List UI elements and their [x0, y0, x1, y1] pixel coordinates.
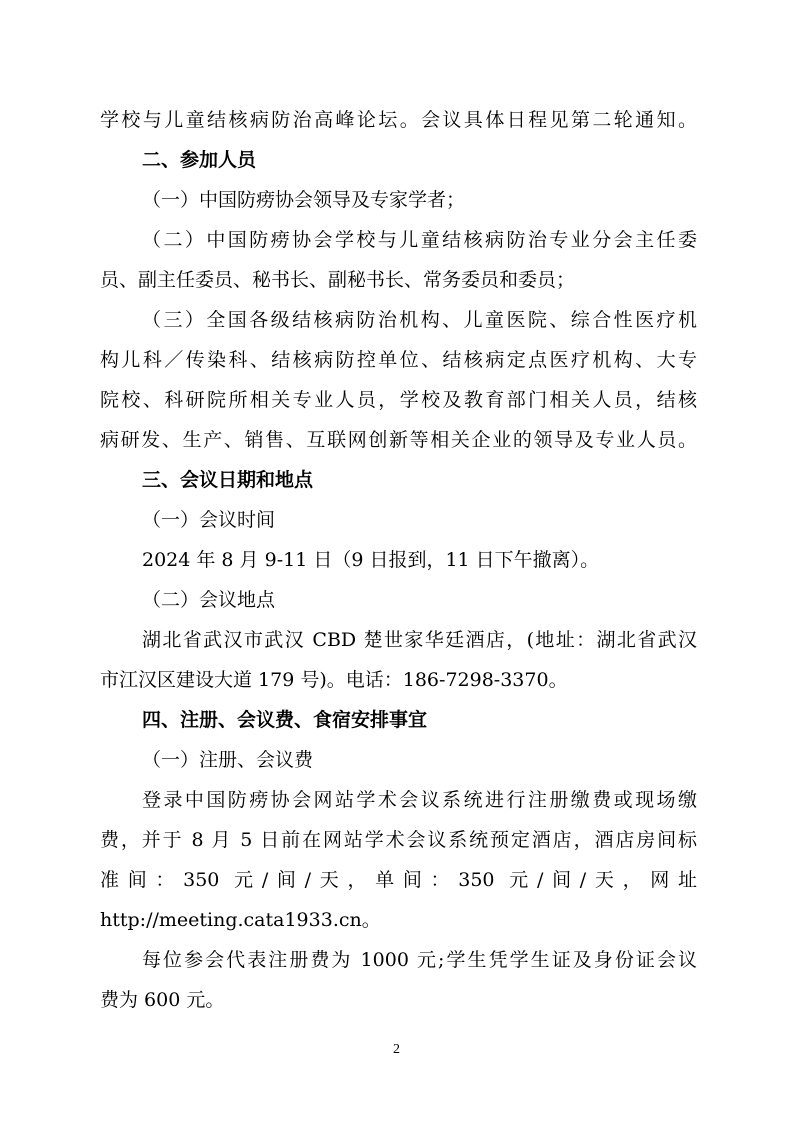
paragraph-line: 登录中国防痨协会网站学术会议系统进行注册缴费或现场缴: [142, 789, 697, 811]
subsection-heading: （一）注册、会议费: [142, 749, 314, 771]
url-line: http://meeting.cata1933.cn。: [100, 909, 381, 931]
subsection-heading: （二）会议地点: [142, 589, 276, 611]
page-number: 2: [393, 1042, 400, 1057]
paragraph-line: 费为 600 元。: [100, 989, 225, 1011]
section-heading: 二、参加人员: [142, 149, 257, 171]
paragraph-line: 病研发、生产、销售、互联网创新等相关企业的领导及专业人员。: [100, 429, 697, 451]
paragraph-line: 院校、科研院所相关专业人员，学校及教育部门相关人员，结核: [100, 389, 697, 411]
paragraph-line: 湖北省武汉市武汉 CBD 楚世家华廷酒店，(地址：湖北省武汉: [142, 629, 697, 651]
section-heading: 三、会议日期和地点: [142, 469, 314, 491]
paragraph-line: （三）全国各级结核病防治机构、儿童医院、综合性医疗机: [142, 309, 697, 331]
paragraph-line: 费，并于 8 月 5 日前在网站学术会议系统预定酒店，酒店房间标: [100, 829, 697, 851]
paragraph-line: 构儿科／传染科、结核病防控单位、结核病定点医疗机构、大专: [100, 349, 697, 371]
paragraph-line: 每位参会代表注册费为 1000 元;学生凭学生证及身份证会议: [142, 949, 697, 971]
paragraph-line: 市江汉区建设大道 179 号)。电话：186-7298-3370。: [100, 669, 568, 691]
paragraph-line: （一）中国防痨协会领导及专家学者；: [142, 189, 466, 211]
paragraph-line: 2024 年 8 月 9-11 日（9 日报到，11 日下午撤离）。: [142, 549, 600, 571]
paragraph-line: （二）中国防痨协会学校与儿童结核病防治专业分会主任委: [142, 229, 697, 251]
paragraph-line: 学校与儿童结核病防治高峰论坛。会议具体日程见第二轮通知。: [100, 109, 697, 131]
paragraph-line: 准间：350 元/间/天，单间：350 元/间/天，网址: [100, 869, 697, 891]
subsection-heading: （一）会议时间: [142, 509, 276, 531]
section-heading: 四、注册、会议费、食宿安排事宜: [142, 709, 428, 731]
paragraph-line: 员、副主任委员、秘书长、副秘书长、常务委员和委员；: [100, 269, 576, 291]
